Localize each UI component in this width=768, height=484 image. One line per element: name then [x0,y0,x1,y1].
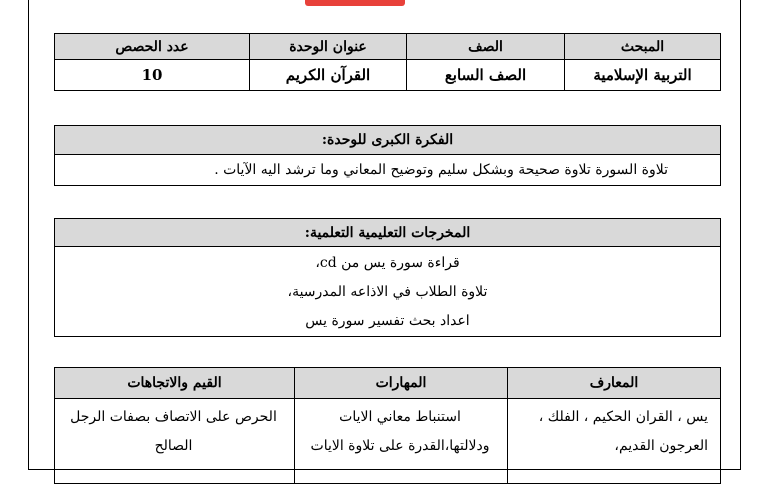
value-lesson-count: 10 [55,60,250,91]
skills-line: استنباط معاني الايات [339,409,461,425]
header-lesson-count: عدد الحصص [55,34,250,60]
unit-info-table [54,33,721,91]
header-subject: المبحث [565,34,721,60]
outcome-item: اعداد بحث تفسير سورة يس [305,313,470,329]
value-subject: التربية الإسلامية [565,60,721,91]
header-accent-bar [305,0,405,6]
header-values: القيم والاتجاهات [55,368,295,399]
header-skills: المهارات [295,368,508,399]
knowledge-line: العرجون القديم، [614,438,708,454]
value-grade: الصف السابع [407,60,565,91]
outcome-item: تلاوة الطلاب في الاذاعه المدرسية، [287,284,488,300]
skills-line: ودلالتها،القدرة على تلاوة الايات [310,438,490,454]
big-idea-table [54,125,721,186]
outcomes-table [54,218,721,337]
header-knowledge: المعارف [508,368,721,399]
outcome-item: قراءة سورة يس من cd، [315,255,460,271]
value-unit-title: القرآن الكريم [250,60,407,91]
header-unit-title: عنوان الوحدة [250,34,407,60]
values-line: الصالح [154,438,193,454]
header-grade: الصف [407,34,565,60]
big-idea-text: تلاوة السورة تلاوة صحيحة وبشكل سليم وتوضيح المعاني وما ترشد اليه الآيات . [55,155,721,186]
values-line: الحرص على الاتصاف بصفات الرجل [70,409,277,425]
skills-cell [295,399,508,484]
outcomes-title: المخرجات التعليمية التعلمية: [55,219,721,247]
knowledge-cell [508,399,721,484]
outcomes-list [55,247,721,337]
values-cell [55,399,295,484]
knowledge-line: يس ، القران الحكيم ، الفلك ، [538,409,708,425]
knowledge-skills-values-table [54,367,721,484]
big-idea-title: الفكرة الكبرى للوحدة: [55,126,721,155]
